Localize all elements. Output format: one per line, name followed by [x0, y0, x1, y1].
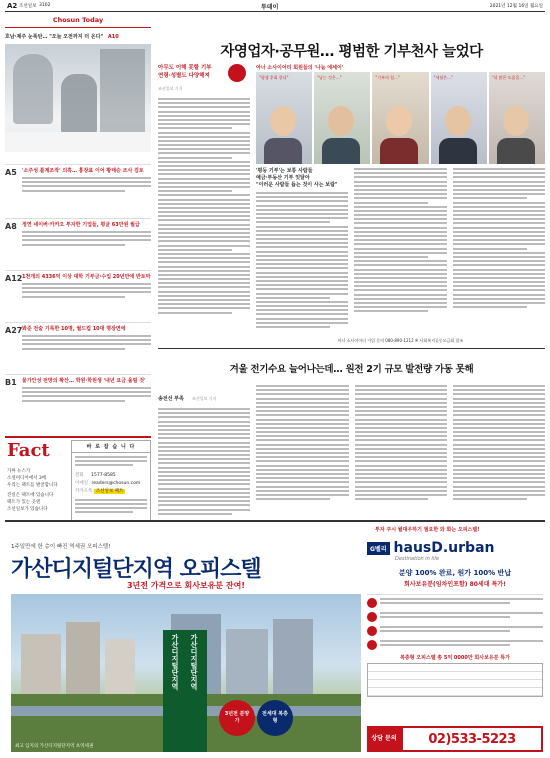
power-story: [158, 348, 545, 518]
subhead: 예금·부동산 기부 잇달아: [256, 175, 310, 181]
subhead: '평등 기부'는 보통 사람들: [256, 168, 313, 174]
brief-page: A8: [5, 222, 17, 231]
sidebar-byline: 조선일보 기자: [158, 86, 183, 91]
brief-title: 정연 네이버·카카오 투자한 기업들, 평균 63만원 월급: [22, 222, 140, 228]
ad-brand-block: [367, 538, 543, 752]
fact-line: 소셜미디어에서 3배: [7, 476, 47, 481]
portrait: [489, 72, 545, 164]
brief-item[interactable]: [5, 218, 151, 270]
ad-photo-caption: 최고 입지의 가산디지털단지역 초역세권: [15, 744, 94, 749]
fact-logo: Fact: [7, 440, 50, 461]
badge-duplex: 전세대 복층형: [257, 700, 293, 736]
brief-item[interactable]: [5, 270, 151, 322]
portrait: [256, 72, 312, 164]
portrait-quote: "남는 것은…": [317, 75, 342, 80]
brand-name: hausD.urban: [393, 540, 495, 556]
portrait: [372, 72, 428, 164]
contact-box[interactable]: [367, 726, 543, 752]
portrait-quote: "더 많은 도움을…": [491, 75, 526, 80]
donation-contact: 아너 소사이어티 가입 문의 080-890-1212 ※ 사회복지공동모금회 참조: [337, 338, 464, 343]
ad-title: 가산디지털단지역 오피스텔: [11, 557, 261, 582]
portrait-quote: "기부의 힘…": [375, 75, 400, 80]
fact-line: 팩트가 있는 곳엔: [7, 500, 41, 505]
corrections-title: 바 로 잡 습 니 다: [72, 441, 150, 453]
sidebar-title: 아무도 이해 못할 기부 연령·성별도 다양해져: [158, 65, 212, 79]
badge-price: 3년전 분양가: [219, 700, 255, 736]
phone-label: 전화: [75, 472, 84, 478]
price-table: [367, 663, 543, 697]
ad-photo: [11, 594, 361, 752]
kakao-label: 카카오톡: [75, 488, 93, 494]
brief-title: 1천개의 4336억 이상 대학 기부금·수입 20년만에 반토막: [22, 274, 151, 280]
ad-title-sub: 3년전 가격으로 회사보유분 잔여!: [126, 581, 246, 590]
brief-title: '소주성 틀계조작' 의혹… 홍장표 이어 황태승 조사 검토: [22, 168, 144, 174]
main-headline: 자영업자·공무원… 평범한 기부천사 늘었다: [220, 44, 483, 60]
ad-subtitle: 1주일만에 한 층이 빠진 역세권 오피스텔!: [11, 544, 111, 550]
brief-page: A27: [5, 326, 23, 335]
portrait: [314, 72, 370, 164]
edition-number: 3102: [39, 3, 51, 8]
subhead: "이러운 사람들 돕는 것이 사는 보람": [256, 182, 338, 188]
main-story: [158, 16, 545, 346]
brief-item[interactable]: [5, 374, 151, 426]
station-sign-text: 가산디지털단지역: [171, 634, 179, 690]
power-headline: 겨울 전기수요 늘어나는데… 원전 2기 규모 발전량 가동 못해: [229, 364, 474, 375]
power-byline: 송전선 부족: [158, 396, 184, 402]
issue-date: 2021년 12월 16일 월요일: [489, 4, 543, 9]
story-sidebar: [158, 64, 250, 344]
station-sign-text2: 가산디지털단지역: [190, 634, 198, 690]
station-sign: [163, 630, 207, 752]
brief-page: B1: [5, 378, 17, 387]
officetel-ad[interactable]: [5, 520, 545, 754]
kicker: 아너 소사이어티 회원들의 '나눔 에세이': [256, 65, 344, 71]
brief-page: A5: [5, 168, 17, 177]
fact-line: 조선일보가 있습니다: [7, 507, 48, 512]
section-title: 투데이: [261, 4, 279, 11]
gvalley-badge: G벨리: [367, 542, 390, 555]
contact-phone[interactable]: 02)533-5223: [401, 726, 543, 752]
brief-title: 봐준 전술 기록한 10명, 월드컵 10대 명장면에: [22, 326, 126, 332]
portrait-quote: "평생 후회 한다": [259, 75, 289, 80]
portrait-quote: "세월은…": [433, 75, 453, 80]
portrait: [431, 72, 487, 164]
page-header: [5, 2, 545, 12]
brief-item[interactable]: [5, 322, 151, 374]
portrait-strip: [256, 72, 545, 164]
paper-name: 조선일보: [19, 4, 37, 9]
offer-line-2: 회사보유분(임차인포함) 80세대 특가!: [404, 581, 506, 588]
kakao-value[interactable]: 조선일보 팩트: [95, 488, 124, 494]
sidebar-logo: [228, 64, 246, 82]
story-body: [256, 168, 545, 338]
email-value[interactable]: readers@chosun.com: [91, 480, 141, 486]
feature-list: [367, 594, 543, 650]
fact-line: 가짜 뉴스가: [7, 469, 31, 474]
chosun-today-brand: Chosun Today: [5, 16, 151, 28]
power-reporter: 조선일보 기자: [192, 396, 217, 401]
brief-item[interactable]: [5, 164, 151, 218]
briefs-list: [5, 164, 151, 426]
page-number: A2: [7, 2, 18, 10]
snow-photo: [5, 44, 151, 152]
price-table-title: 복층형 오피스텔 총 5억 0000만 회사보유분 특가: [400, 655, 510, 661]
photo-caption: 호남·제주 눈폭탄… "오늘 오전까지 더 온다" A10: [5, 34, 119, 40]
email-label: 이메일: [75, 480, 89, 486]
fact-line: 우리는 팩트를 발굴합니다: [7, 483, 58, 488]
brief-page: A12: [5, 274, 23, 283]
fact-line: 진실은 팩트에 있습니다: [7, 493, 54, 498]
offer-line: 분양 100% 완료, 원가 100% 반납: [398, 569, 512, 577]
phone-value[interactable]: 1577-8585: [91, 472, 116, 478]
brand-tagline: Destination in life: [395, 556, 440, 562]
contact-label: 상담 문의: [367, 726, 401, 752]
brief-title: 물가안성 전망의 확산… 학원·학원생 '내년 요금 올릴 것': [22, 378, 146, 384]
ad-top-line: 투자 쿠시 월대우하기 필요한 와 화는 오피스텔!: [375, 527, 480, 533]
photo-page-ref: A10: [107, 34, 119, 40]
